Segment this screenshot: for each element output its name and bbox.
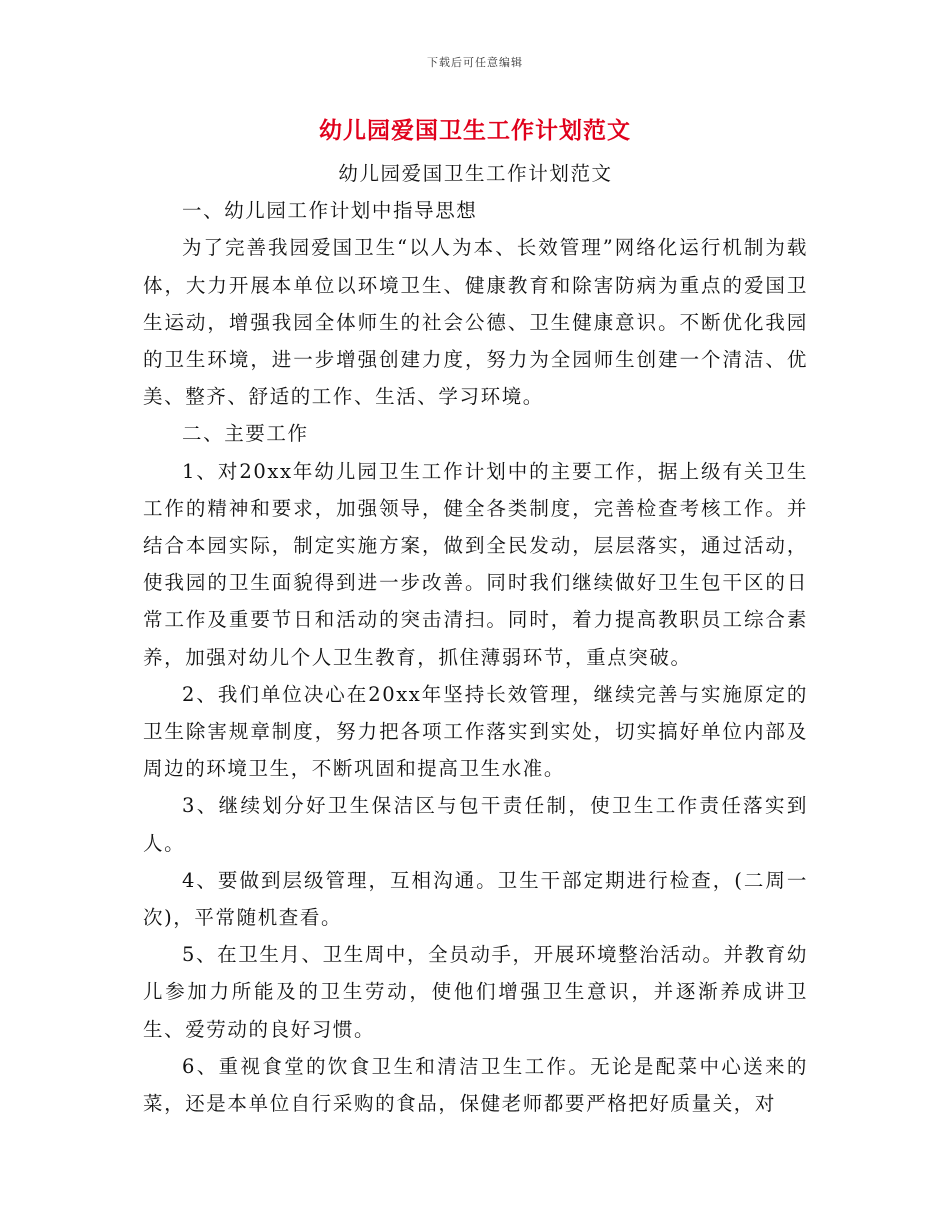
- paragraph: 6、重视食堂的饮食卫生和清洁卫生工作。无论是配菜中心送来的菜，还是本单位自行采购的食品，保健老师都要严格把好质量关，对: [143, 1054, 808, 1116]
- document-title: 幼儿园爱国卫生工作计划范文: [319, 117, 631, 144]
- paragraph: 2、我们单位决心在20xx年坚持长效管理，继续完善与实施原定的卫生除害规章制度，努力把各项工作落实到实处，切实搞好单位内部及周边的环境卫生，不断巩固和提高卫生水准。: [143, 682, 808, 781]
- paragraph: 1、对20xx年幼儿园卫生工作计划中的主要工作，据上级有关卫生工作的精神和要求，加强领导，健全各类制度，完善检查考核工作。并结合本园实际，制定实施方案，做到全民发动，层层落实，通过活动，使我园的卫生面貌得到进一步改善。同时我们继续做好卫生包干区的日常工作及重要节日和活动的突击清扫。同时，着力提高教职员工综合素养，加强对幼儿个人卫生教育，抓住薄弱环节，重点突破。: [143, 459, 808, 669]
- header-note: 下载后可任意编辑: [427, 56, 523, 69]
- paragraph: 5、在卫生月、卫生周中，全员动手，开展环境整治活动。并教育幼儿参加力所能及的卫生劳动，使他们增强卫生意识，并逐渐养成讲卫生、爱劳动的良好习惯。: [143, 943, 808, 1041]
- paragraph: 4、要做到层级管理，互相沟通。卫生干部定期进行检查，(二周一次)，平常随机查看。: [143, 868, 808, 930]
- document-subtitle: 幼儿园爱国卫生工作计划范文: [338, 162, 613, 185]
- document-body: [143, 155, 808, 1122]
- section-heading: 二、主要工作: [182, 422, 309, 446]
- section-heading: 一、幼儿园工作计划中指导思想: [182, 199, 478, 223]
- paragraph: 3、继续划分好卫生保洁区与包干责任制，使卫生工作责任落实到人。: [143, 794, 808, 855]
- paragraph: 为了完善我园爱国卫生“以人为本、长效管理”网络化运行机制为载体，大力开展本单位以环境卫生、健康教育和除害防病为重点的爱国卫生运动，增强我园全体师生的社会公德、卫生健康意识。不断优化我园的卫生环境，进一步增强创建力度，努力为全园师生创建一个清洁、优美、整齐、舒适的工作、生活、学习环境。: [143, 236, 808, 409]
